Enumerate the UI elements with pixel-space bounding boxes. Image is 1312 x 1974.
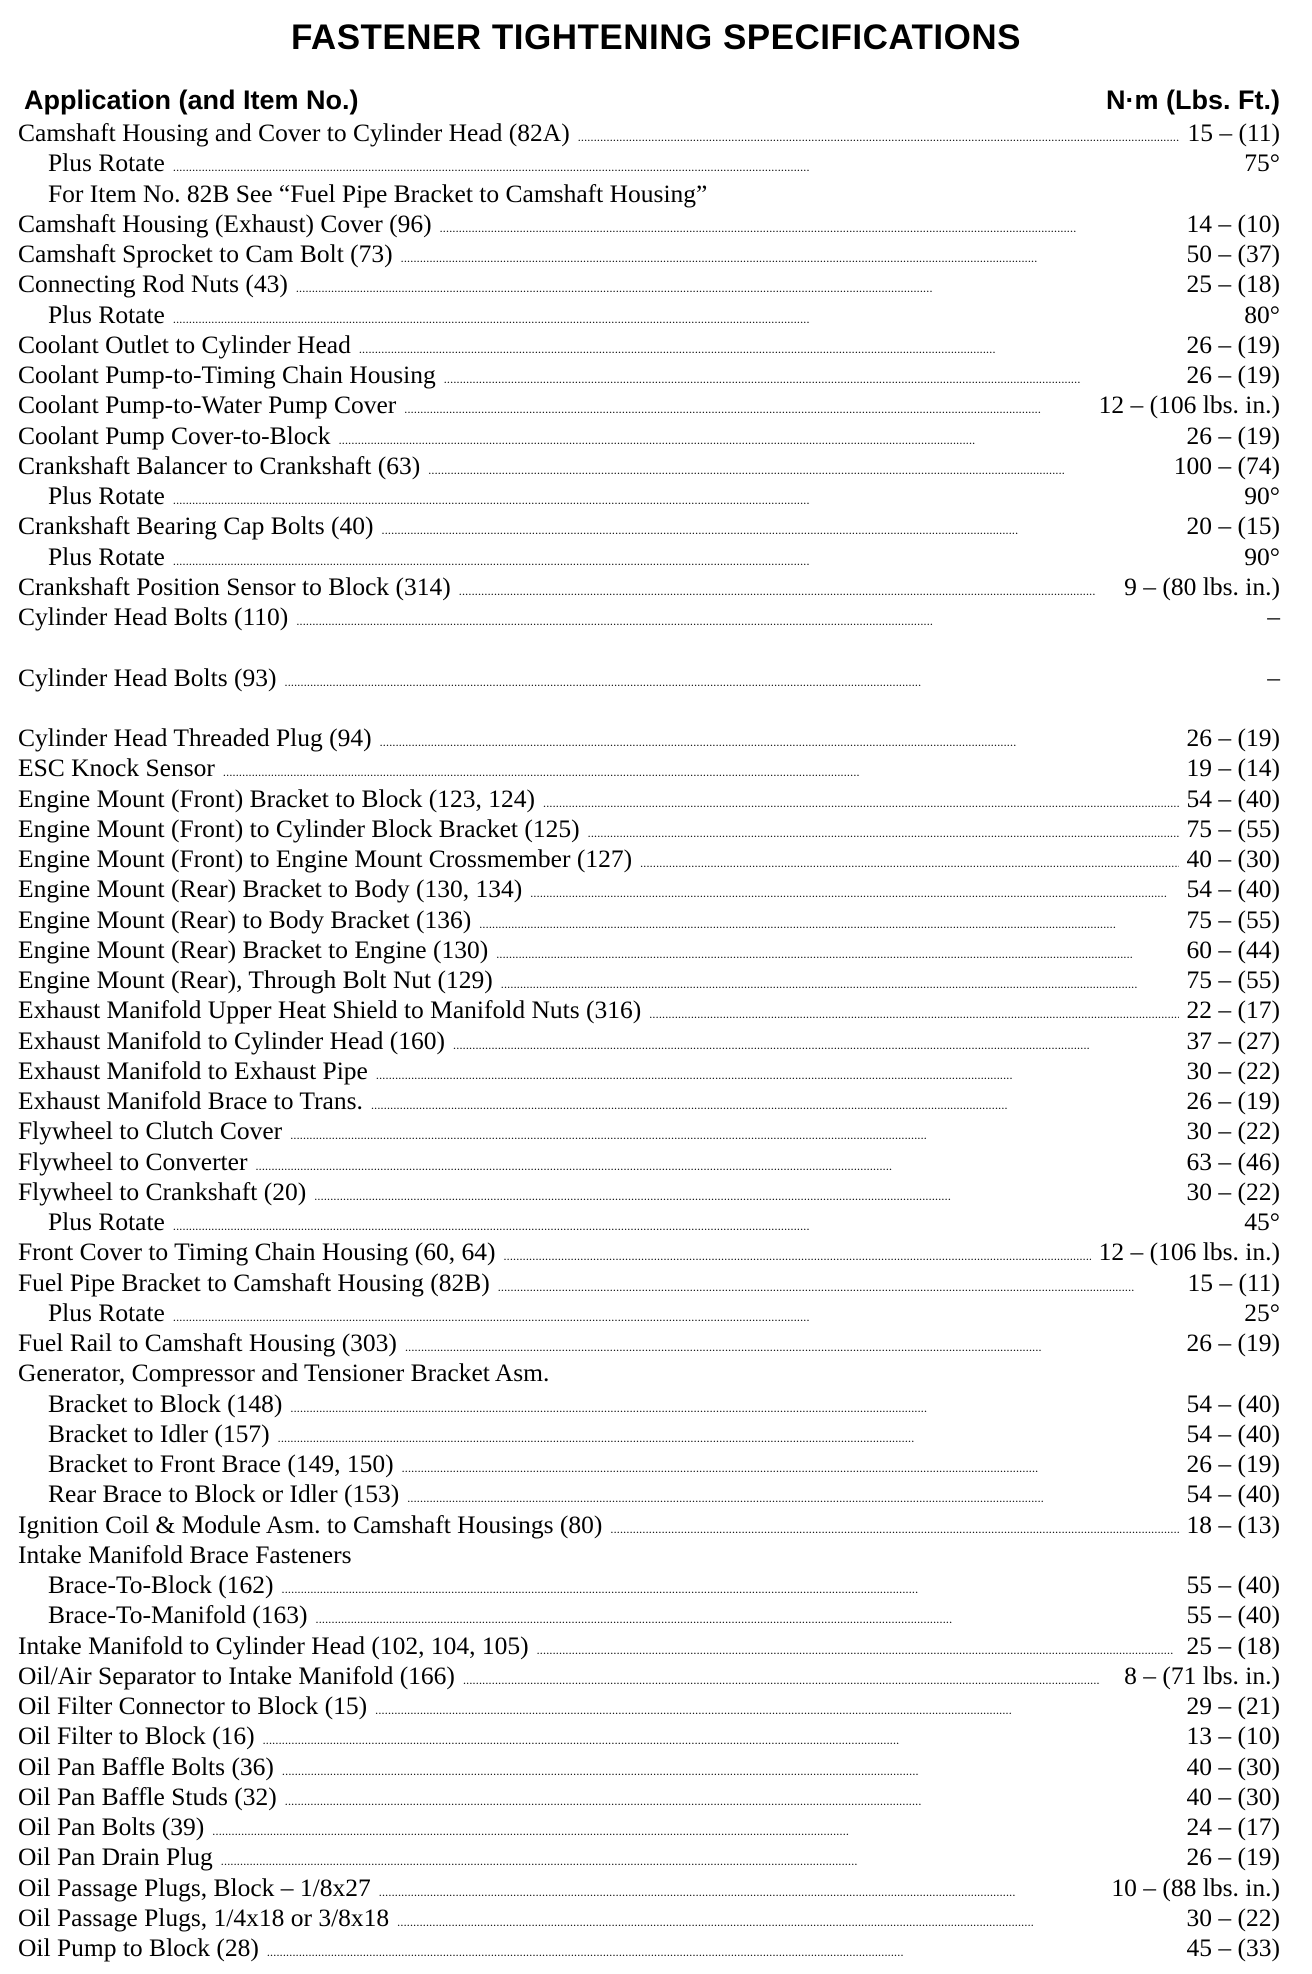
leader-dots	[397, 1903, 1178, 1933]
leader-dots	[440, 209, 1179, 239]
spec-row	[18, 814, 1280, 844]
spec-label: Engine Mount (Front) Bracket to Block (123, 124)	[18, 783, 535, 813]
spec-value: 26 – (19)	[1186, 1328, 1280, 1357]
leader-dots	[263, 1721, 1179, 1751]
spec-label: Crankshaft Bearing Cap Bolts (40)	[18, 511, 374, 541]
spec-row	[18, 1026, 1280, 1056]
spec-row	[18, 1237, 1280, 1267]
spec-label: Coolant Pump-to-Water Pump Cover	[18, 390, 397, 420]
leader-dots	[371, 1086, 1179, 1116]
leader-dots	[428, 451, 1166, 481]
leader-dots	[503, 1237, 1090, 1267]
spec-label: Bracket to Block (148)	[48, 1388, 283, 1418]
spec-label: Oil Pan Bolts (39)	[18, 1812, 205, 1841]
spec-label: Plus Rotate	[48, 148, 165, 178]
spec-value: 18 – (13)	[1186, 1509, 1280, 1539]
spec-value: 40 – (30)	[1186, 1781, 1280, 1811]
spec-value: 10 – (88 lbs. in.)	[1111, 1872, 1280, 1902]
spec-label: Plus Rotate	[48, 299, 165, 329]
spec-value: 75 – (55)	[1186, 965, 1280, 994]
spec-label: Coolant Outlet to Cylinder Head	[18, 329, 351, 359]
spec-value: 54 – (40)	[1186, 1418, 1280, 1448]
spec-value: 30 – (22)	[1186, 1055, 1280, 1085]
spec-label: Camshaft Sprocket to Cam Bolt (73)	[18, 239, 393, 268]
leader-dots	[640, 844, 1178, 874]
spec-label: Coolant Pump Cover-to-Block	[18, 420, 331, 450]
leader-dots	[173, 300, 1236, 330]
leader-dots	[479, 905, 1178, 935]
leader-dots	[543, 784, 1179, 814]
leader-dots	[282, 1570, 1179, 1600]
spec-label: Exhaust Manifold Brace to Trans.	[18, 1086, 363, 1115]
spec-value: 19 – (14)	[1186, 753, 1280, 783]
spec-value: 15 – (11)	[1187, 1267, 1280, 1297]
leader-dots	[290, 1389, 1178, 1419]
spec-label: Exhaust Manifold to Exhaust Pipe	[18, 1055, 368, 1085]
spec-value: 55 – (40)	[1186, 1570, 1280, 1599]
spec-value: –	[1267, 662, 1280, 692]
spec-value: 26 – (19)	[1186, 360, 1280, 389]
spec-label: Coolant Pump-to-Timing Chain Housing	[18, 360, 436, 389]
spec-value: 75 – (55)	[1186, 813, 1280, 843]
spec-value: 26 – (19)	[1186, 1449, 1280, 1478]
spec-value: 26 – (19)	[1186, 420, 1280, 450]
spec-row	[18, 844, 1280, 874]
spec-value: 13 – (10)	[1186, 1721, 1280, 1751]
leader-dots	[376, 1056, 1179, 1086]
leader-dots	[588, 814, 1179, 844]
spec-row	[18, 421, 1280, 451]
leader-dots	[405, 1328, 1179, 1358]
leader-dots	[316, 1600, 1179, 1630]
spec-label: Flywheel to Clutch Cover	[18, 1116, 283, 1146]
spec-label: Plus Rotate	[48, 481, 165, 510]
leader-dots	[267, 1933, 1179, 1963]
spec-row	[18, 148, 1280, 178]
spec-value: –	[1267, 602, 1280, 631]
spec-row	[18, 481, 1280, 511]
spec-value: 75 – (55)	[1186, 904, 1280, 934]
spec-label: Rear Brace to Block or Idler (153)	[48, 1479, 400, 1509]
spec-label: For Item No. 82B See “Fuel Pipe Bracket to Camshaft Housing”	[48, 178, 708, 208]
spec-label: ESC Knock Sensor	[18, 753, 215, 783]
leader-dots	[379, 1873, 1104, 1903]
spec-value: 55 – (40)	[1186, 1600, 1280, 1630]
spec-label: Fuel Pipe Bracket to Camshaft Housing (82B)	[18, 1267, 490, 1297]
leader-dots	[173, 542, 1236, 572]
spec-value: 29 – (21)	[1186, 1691, 1280, 1720]
spec-label: Bracket to Idler (157)	[48, 1418, 270, 1448]
spec-row	[18, 784, 1280, 814]
spec-row	[18, 935, 1280, 965]
spec-label: Exhaust Manifold to Cylinder Head (160)	[18, 1025, 446, 1055]
spec-value: 60 – (44)	[1186, 934, 1280, 964]
spec-label: Oil/Air Separator to Intake Manifold (166)	[18, 1660, 455, 1690]
spec-value: 26 – (19)	[1186, 1842, 1280, 1872]
spec-label: Camshaft Housing (Exhaust) Cover (96)	[18, 208, 432, 238]
spec-value: 25°	[1244, 1297, 1280, 1327]
leader-dots	[173, 1207, 1236, 1237]
spec-value: 25 – (18)	[1186, 1630, 1280, 1660]
leader-dots	[223, 753, 1179, 783]
spec-value: 8 – (71 lbs. in.)	[1124, 1660, 1280, 1690]
spec-row	[18, 1419, 1280, 1449]
spec-row	[18, 874, 1280, 904]
leader-dots	[498, 1268, 1180, 1298]
spec-label: Exhaust Manifold Upper Heat Shield to Manifold Nuts (316)	[18, 995, 642, 1025]
spec-value: 100 – (74)	[1173, 450, 1280, 480]
spec-value: 12 – (106 lbs. in.)	[1098, 1237, 1280, 1267]
spec-label: Engine Mount (Rear) Bracket to Body (130, 134)	[18, 874, 523, 904]
spec-row	[18, 300, 1280, 330]
leader-dots	[296, 602, 1259, 632]
leader-dots	[314, 1177, 1178, 1207]
spec-table	[18, 118, 1280, 1963]
spec-value: 26 – (19)	[1186, 329, 1280, 359]
table-header	[24, 85, 1280, 121]
spec-label: Oil Pan Baffle Bolts (36)	[18, 1751, 274, 1781]
leader-dots	[212, 1812, 1178, 1842]
spec-label: Plus Rotate	[48, 541, 165, 571]
spec-row	[18, 1661, 1280, 1691]
spec-row	[18, 723, 1280, 753]
spec-row	[18, 1631, 1280, 1661]
spec-row	[18, 1812, 1280, 1842]
spec-row	[18, 905, 1280, 935]
spec-label: Intake Manifold Brace Fasteners	[18, 1539, 352, 1569]
leader-dots	[173, 148, 1236, 178]
leader-dots	[459, 572, 1116, 602]
spec-label: Engine Mount (Rear) to Body Bracket (136)	[18, 904, 472, 934]
spec-label: Fuel Rail to Camshaft Housing (303)	[18, 1328, 397, 1357]
leader-dots	[296, 269, 1179, 299]
spec-value: 25 – (18)	[1186, 269, 1280, 299]
spec-row	[18, 1147, 1280, 1177]
leader-dots	[401, 239, 1179, 269]
spec-label: Oil Pan Drain Plug	[18, 1842, 213, 1872]
spec-value: 30 – (22)	[1186, 1902, 1280, 1932]
spec-value: 22 – (17)	[1186, 995, 1280, 1025]
spec-label: Oil Filter Connector to Block (15)	[18, 1691, 368, 1720]
spec-row	[18, 1540, 1280, 1570]
spec-label: Oil Pump to Block (28)	[18, 1933, 259, 1962]
leader-dots	[444, 360, 1179, 390]
spec-value: 45 – (33)	[1186, 1933, 1280, 1962]
leader-dots	[375, 1691, 1178, 1721]
spec-label: Cylinder Head Threaded Plug (94)	[18, 723, 372, 752]
spec-row	[18, 118, 1280, 148]
spec-value: 30 – (22)	[1186, 1116, 1280, 1146]
spec-label: Oil Passage Plugs, Block – 1/8x27	[18, 1872, 371, 1902]
spec-value: 54 – (40)	[1186, 874, 1280, 904]
spec-row	[18, 602, 1280, 632]
spec-row	[18, 1842, 1280, 1872]
leader-dots	[290, 1116, 1178, 1146]
spec-row	[18, 1691, 1280, 1721]
spec-label: Engine Mount (Rear) Bracket to Engine (130)	[18, 934, 489, 964]
spec-value: 50 – (37)	[1186, 239, 1280, 268]
spec-row	[18, 1056, 1280, 1086]
spec-row	[18, 572, 1280, 602]
leader-dots	[285, 1782, 1179, 1812]
leader-dots	[402, 1449, 1179, 1479]
header-torque-units: N·m (Lbs. Ft.)	[1106, 85, 1280, 115]
spec-label: Generator, Compressor and Tensioner Bracket Asm.	[18, 1358, 550, 1388]
spec-row	[18, 1510, 1280, 1540]
spec-row	[18, 511, 1280, 541]
spec-row	[18, 663, 1280, 693]
spec-label: Intake Manifold to Cylinder Head (102, 104, 105)	[18, 1630, 529, 1660]
spec-row	[18, 1207, 1280, 1237]
spec-row	[18, 1479, 1280, 1509]
leader-dots	[407, 1479, 1178, 1509]
spec-label: Crankshaft Position Sensor to Block (314)	[18, 571, 451, 601]
spec-label: Brace-To-Block (162)	[48, 1570, 274, 1599]
spec-row	[18, 542, 1280, 572]
header-application: Application (and Item No.)	[24, 85, 359, 115]
spec-row	[18, 360, 1280, 390]
spec-value: 20 – (15)	[1186, 511, 1280, 541]
spec-row	[18, 239, 1280, 269]
leader-dots	[501, 965, 1179, 995]
spec-row	[18, 269, 1280, 299]
spec-label: Cylinder Head Bolts (110)	[18, 602, 289, 631]
leader-dots	[359, 330, 1179, 360]
spec-row	[18, 1298, 1280, 1328]
spec-row	[18, 1873, 1280, 1903]
spec-value: 37 – (27)	[1186, 1025, 1280, 1055]
spec-value: 75°	[1244, 148, 1280, 178]
spec-value: 80°	[1244, 299, 1280, 329]
leader-dots	[255, 1147, 1178, 1177]
leader-dots	[496, 935, 1178, 965]
spec-value: 9 – (80 lbs. in.)	[1124, 571, 1280, 601]
leader-dots	[382, 511, 1179, 541]
spec-row	[18, 1782, 1280, 1812]
spec-row	[18, 1358, 1280, 1388]
spec-row	[18, 1116, 1280, 1146]
spec-label: Crankshaft Balancer to Crankshaft (63)	[18, 450, 421, 480]
spec-label: Bracket to Front Brace (149, 150)	[48, 1449, 394, 1478]
spec-row	[18, 995, 1280, 1025]
leader-dots	[530, 874, 1178, 904]
leader-dots	[404, 390, 1090, 420]
spec-label: Brace-To-Manifold (163)	[48, 1600, 308, 1630]
spec-label: Oil Passage Plugs, 1/4x18 or 3/8x18	[18, 1902, 390, 1932]
spec-value: 30 – (22)	[1186, 1176, 1280, 1206]
leader-dots	[610, 1510, 1178, 1540]
spec-row	[18, 1903, 1280, 1933]
spec-row	[18, 209, 1280, 239]
spec-row	[18, 1389, 1280, 1419]
spec-label: Front Cover to Timing Chain Housing (60, 64)	[18, 1237, 496, 1267]
spec-row	[18, 1752, 1280, 1782]
spec-row	[18, 1086, 1280, 1116]
spec-value: 14 – (10)	[1186, 208, 1280, 238]
leader-dots	[649, 995, 1178, 1025]
spec-label: Engine Mount (Front) to Engine Mount Crossmember (127)	[18, 844, 633, 873]
leader-dots	[380, 723, 1179, 753]
spec-row	[18, 179, 1280, 209]
spec-value: 12 – (106 lbs. in.)	[1098, 390, 1280, 420]
spec-label: Camshaft Housing and Cover to Cylinder Head (82A)	[18, 118, 570, 147]
spec-value: 40 – (30)	[1186, 1751, 1280, 1781]
leader-dots	[537, 1631, 1179, 1661]
spec-label: Connecting Rod Nuts (43)	[18, 269, 288, 299]
spec-row	[18, 330, 1280, 360]
spec-value: 90°	[1244, 541, 1280, 571]
leader-dots	[173, 481, 1236, 511]
spec-row	[18, 390, 1280, 420]
spec-row	[18, 1328, 1280, 1358]
spec-value: 63 – (46)	[1186, 1146, 1280, 1176]
spec-row	[18, 1570, 1280, 1600]
spec-label: Engine Mount (Rear), Through Bolt Nut (129)	[18, 965, 493, 994]
spec-label: Flywheel to Converter	[18, 1146, 248, 1176]
leader-dots	[173, 1298, 1236, 1328]
spec-value: 26 – (19)	[1186, 723, 1280, 752]
spec-label: Oil Pan Baffle Studs (32)	[18, 1781, 277, 1811]
leader-dots	[282, 1752, 1179, 1782]
leader-dots	[278, 1419, 1179, 1449]
spec-row	[18, 1600, 1280, 1630]
spec-value: 90°	[1244, 481, 1280, 510]
leader-dots	[221, 1842, 1179, 1872]
spec-value: 26 – (19)	[1186, 1086, 1280, 1115]
spec-value: 54 – (40)	[1186, 1388, 1280, 1418]
spec-label: Plus Rotate	[48, 1297, 165, 1327]
spec-value: 54 – (40)	[1186, 1479, 1280, 1509]
leader-dots	[463, 1661, 1116, 1691]
spec-row	[18, 753, 1280, 783]
leader-dots	[285, 663, 1260, 693]
spec-value: 24 – (17)	[1186, 1812, 1280, 1841]
leader-dots	[453, 1026, 1178, 1056]
spec-label: Flywheel to Crankshaft (20)	[18, 1176, 307, 1206]
spec-row	[18, 965, 1280, 995]
spec-value: 40 – (30)	[1186, 844, 1280, 873]
spec-value: 15 – (11)	[1187, 118, 1280, 147]
spec-label: Oil Filter to Block (16)	[18, 1721, 255, 1751]
spec-row	[18, 451, 1280, 481]
spec-label: Engine Mount (Front) to Cylinder Block Bracket (125)	[18, 813, 580, 843]
leader-dots	[339, 421, 1179, 451]
spec-value: 54 – (40)	[1186, 783, 1280, 813]
spec-row	[18, 1449, 1280, 1479]
spec-row	[18, 1268, 1280, 1298]
spec-row	[18, 1933, 1280, 1963]
spec-row	[18, 1721, 1280, 1751]
spec-label: Plus Rotate	[48, 1207, 165, 1236]
spec-label: Ignition Coil & Module Asm. to Camshaft Housings (80)	[18, 1509, 603, 1539]
spec-row	[18, 1177, 1280, 1207]
spec-label: Cylinder Head Bolts (93)	[18, 662, 277, 692]
leader-dots	[578, 118, 1180, 148]
spec-value: 45°	[1244, 1207, 1280, 1236]
page-title: FASTENER TIGHTENING SPECIFICATIONS	[290, 18, 1021, 57]
